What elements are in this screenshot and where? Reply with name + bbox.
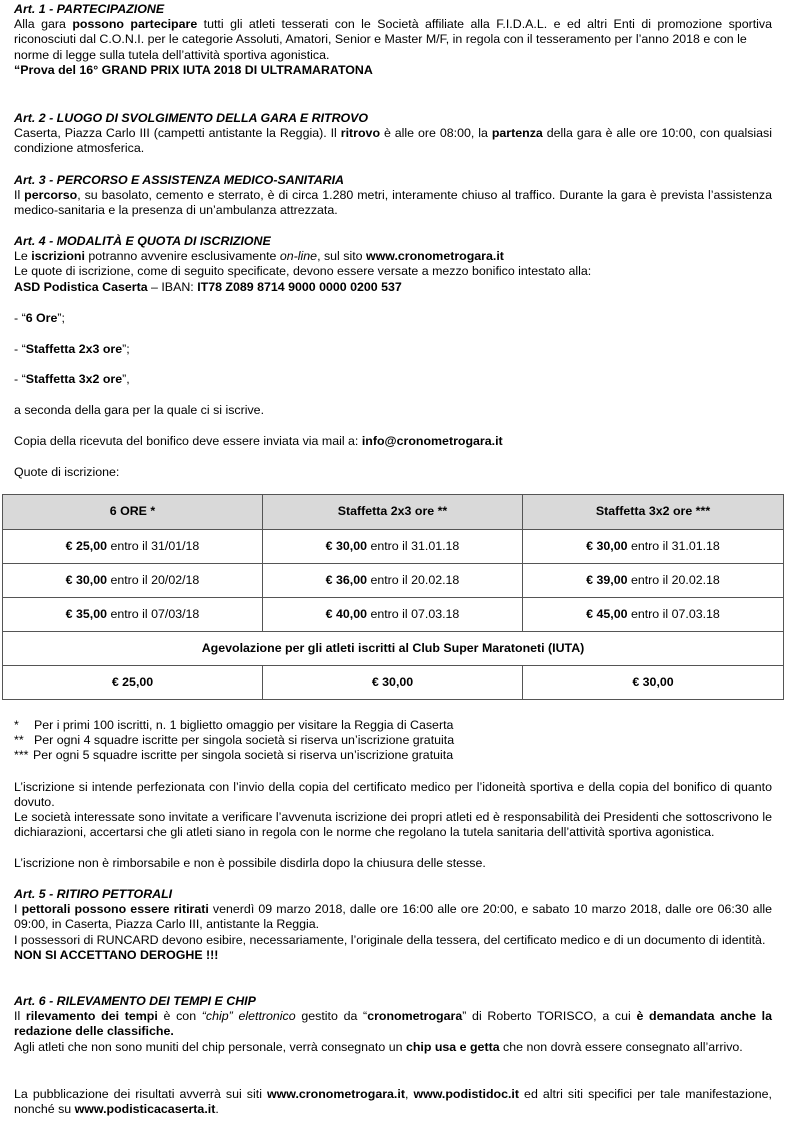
cronometrogara-link[interactable]: www.cronometrogara.it <box>267 1087 405 1101</box>
art2-paragraph: Caserta, Piazza Carlo III (campetti antistante la Reggia). Il ritrovo è alle ore 08:00, la partenza della gara è alle ore 10:00, con qualsiasi condizione atmosferica. <box>14 126 773 156</box>
table-header-cell: Staffetta 2x3 ore ** <box>263 495 523 530</box>
art4-copia: Copia della ricevuta del bonifico deve essere inviata via mail a: info@cronometrogara.it <box>14 434 503 448</box>
art2-heading: Art. 2 - LUOGO DI SVOLGIMENTO DELLA GARA E RITROVO <box>14 111 369 125</box>
art6-section <box>14 994 772 1055</box>
table-cell: € 36,00 entro il 20.02.18 <box>263 564 523 598</box>
info-email-link[interactable]: info@cronometrogara.it <box>361 434 503 448</box>
table-cell: € 45,00 entro il 07.03.18 <box>523 598 784 632</box>
table-agevolazione-row <box>3 632 784 666</box>
option-6-ore: - “6 Ore”; <box>14 311 65 325</box>
post-table-p1: L’iscrizione si intende perfezionata con l’invio della copia del certificato medico per l’idoneità sportiva e della copia del bonifico di quanto dovuto. <box>14 780 772 810</box>
footnote: *** Per ogni 5 squadre iscritte per singola società si riserva un’iscrizione gratuita <box>14 748 454 762</box>
art1-bold: possono partecipare <box>72 17 198 32</box>
podisticacaserta-link[interactable]: www.podisticacaserta.it <box>74 1102 216 1117</box>
table-row <box>3 564 784 598</box>
art6-paragraph: Il rilevamento dei tempi è con “chip” elettronico gestito da “cronometrogara” di Roberto TORISCO, a cui è demandata anche la redazione delle classifiche. <box>14 1009 773 1039</box>
art5-deroghe: NON SI ACCETTANO DEROGHE !!! <box>14 947 219 962</box>
art2-section <box>14 111 772 157</box>
table-cell: € 30,00 <box>523 666 784 700</box>
art4-heading: Art. 4 - MODALITÀ E QUOTA DI ISCRIZIONE <box>14 234 271 248</box>
table-cell: € 30,00 entro il 31.01.18 <box>523 530 784 564</box>
art3-heading: Art. 3 - PERCORSO E ASSISTENZA MEDICO-SANITARIA <box>14 173 344 187</box>
art1-text-cont: tutti gli atleti tesserati con le Società affiliate alla F.I.D.A.L. e ed altri Enti di promozione sportiva riconosciuti dal C.O.N.I. per le categorie Assoluti, Amatori, Senior e Master M/F, in regola con il tesseramento per l’anno 2018 e con le <box>14 17 772 47</box>
agevolazione-cell: Agevolazione per gli atleti iscritti al Club Super Maratoneti (IUTA) <box>3 632 784 666</box>
footnote: ** Per ogni 4 squadre iscritte per singola società si riserva un’iscrizione gratuita <box>14 733 455 747</box>
table-header-cell: 6 ORE * <box>3 495 263 530</box>
table-cell: € 30,00 entro il 20/02/18 <box>3 564 263 598</box>
art6-heading: Art. 6 - RILEVAMENTO DEI TEMPI E CHIP <box>14 994 256 1008</box>
art1-norme: norme di legge sulla tutela dell’attività sportiva agonistica. <box>14 47 330 62</box>
table-cell: € 40,00 entro il 07.03.18 <box>263 598 523 632</box>
table-cell: € 39,00 entro il 20.02.18 <box>523 564 784 598</box>
table-header-cell: Staffetta 3x2 ore *** <box>523 495 784 530</box>
table-cell: € 30,00 <box>263 666 523 700</box>
art1-grand-prix: “Prova del 16° GRAND PRIX IUTA 2018 DI ULTRAMARATONA <box>14 62 373 77</box>
option-staffetta-3x2: - “Staffetta 3x2 ore”, <box>14 372 130 386</box>
art1-section <box>14 2 772 78</box>
table-cell: € 35,00 entro il 07/03/18 <box>3 598 263 632</box>
art5-paragraph: I pettorali possono essere ritirati venerdì 09 marzo 2018, dalle ore 16:00 alle ore 20:00, e sabato 10 marzo 2018, dalle ore 06:30 alle 09:00, in Caserta, Piazza Carlo III, antistante la Reggia. <box>14 902 772 932</box>
art1-paragraph <box>14 17 772 47</box>
quote-table <box>2 494 784 700</box>
art5-runcard: I possessori di RUNCARD devono esibire, necessariamente, l’originale della tessera, del certificato medico e di un documento di identità. <box>14 932 766 947</box>
table-row <box>3 530 784 564</box>
art4-quote-text: Le quote di iscrizione, come di seguito specificate, devono essere versate a mezzo bonifico intestato alla: <box>14 264 592 279</box>
table-row <box>3 598 784 632</box>
table-cell: € 25,00 entro il 31/01/18 <box>3 530 263 564</box>
art6-chip: Agli atleti che non sono muniti del chip personale, verrà consegnato un chip usa e getta che non dovrà essere consegnato all’arrivo. <box>14 1039 743 1054</box>
table-header-row <box>3 495 784 530</box>
art4-iscrizioni: Le iscrizioni potranno avvenire esclusivamente on-line, sul sito www.cronometrogara.it <box>14 249 504 264</box>
art4-seconda: a seconda della gara per la quale ci si iscrive. <box>14 403 265 417</box>
post-table-p2: Le società interessate sono invitate a verificare l’avvenuta iscrizione dei propri atleti ed è responsabilità dei Presidenti che sottoscrivono le dichiarazioni, accertarsi che gli atleti siano in regola con le norme che regolano la tutela sanitaria dell’attività sportiva agonistica. <box>14 810 772 840</box>
art6-pubblicazione: La pubblicazione dei risultati avverrà sui siti www.cronometrogara.it, www.podistidoc.it ed altri siti specifici per tale manifestazione, nonché su www.podisticacaserta.it. <box>14 1087 772 1117</box>
table-iuta-row <box>3 666 784 700</box>
cronometrogara-link[interactable]: www.cronometrogara.it <box>365 249 504 264</box>
art3-paragraph: Il percorso, su basolato, cemento e sterrato, è di circa 1.280 metri, interamente chiuso al traffico. Durante la gara è prevista l’assistenza medico-sanitaria e la presenza di un’ambulanza attrezzata. <box>14 188 773 218</box>
art4-iban: ASD Podistica Caserta – IBAN: IT78 Z089 8714 9000 0000 0200 537 <box>14 279 402 294</box>
art1-heading: Art. 1 - PARTECIPAZIONE <box>14 2 165 16</box>
art4-section <box>14 234 772 295</box>
art5-section <box>14 887 772 963</box>
quote-label: Quote di iscrizione: <box>14 465 120 479</box>
table-cell: € 30,00 entro il 31.01.18 <box>263 530 523 564</box>
post-table-p3: L’iscrizione non è rimborsabile e non è possibile disdirla dopo la chiusura delle stesse. <box>14 856 486 870</box>
art3-section <box>14 173 772 219</box>
art1-text: Alla gara <box>14 17 73 32</box>
footnote: * Per i primi 100 iscritti, n. 1 biglietto omaggio per visitare la Reggia di Caserta <box>14 718 454 732</box>
podistidoc-link[interactable]: www.podistidoc.it <box>413 1087 519 1101</box>
art5-heading: Art. 5 - RITIRO PETTORALI <box>14 887 173 901</box>
option-staffetta-2x3: - “Staffetta 2x3 ore”; <box>14 342 130 356</box>
table-cell: € 25,00 <box>3 666 263 700</box>
